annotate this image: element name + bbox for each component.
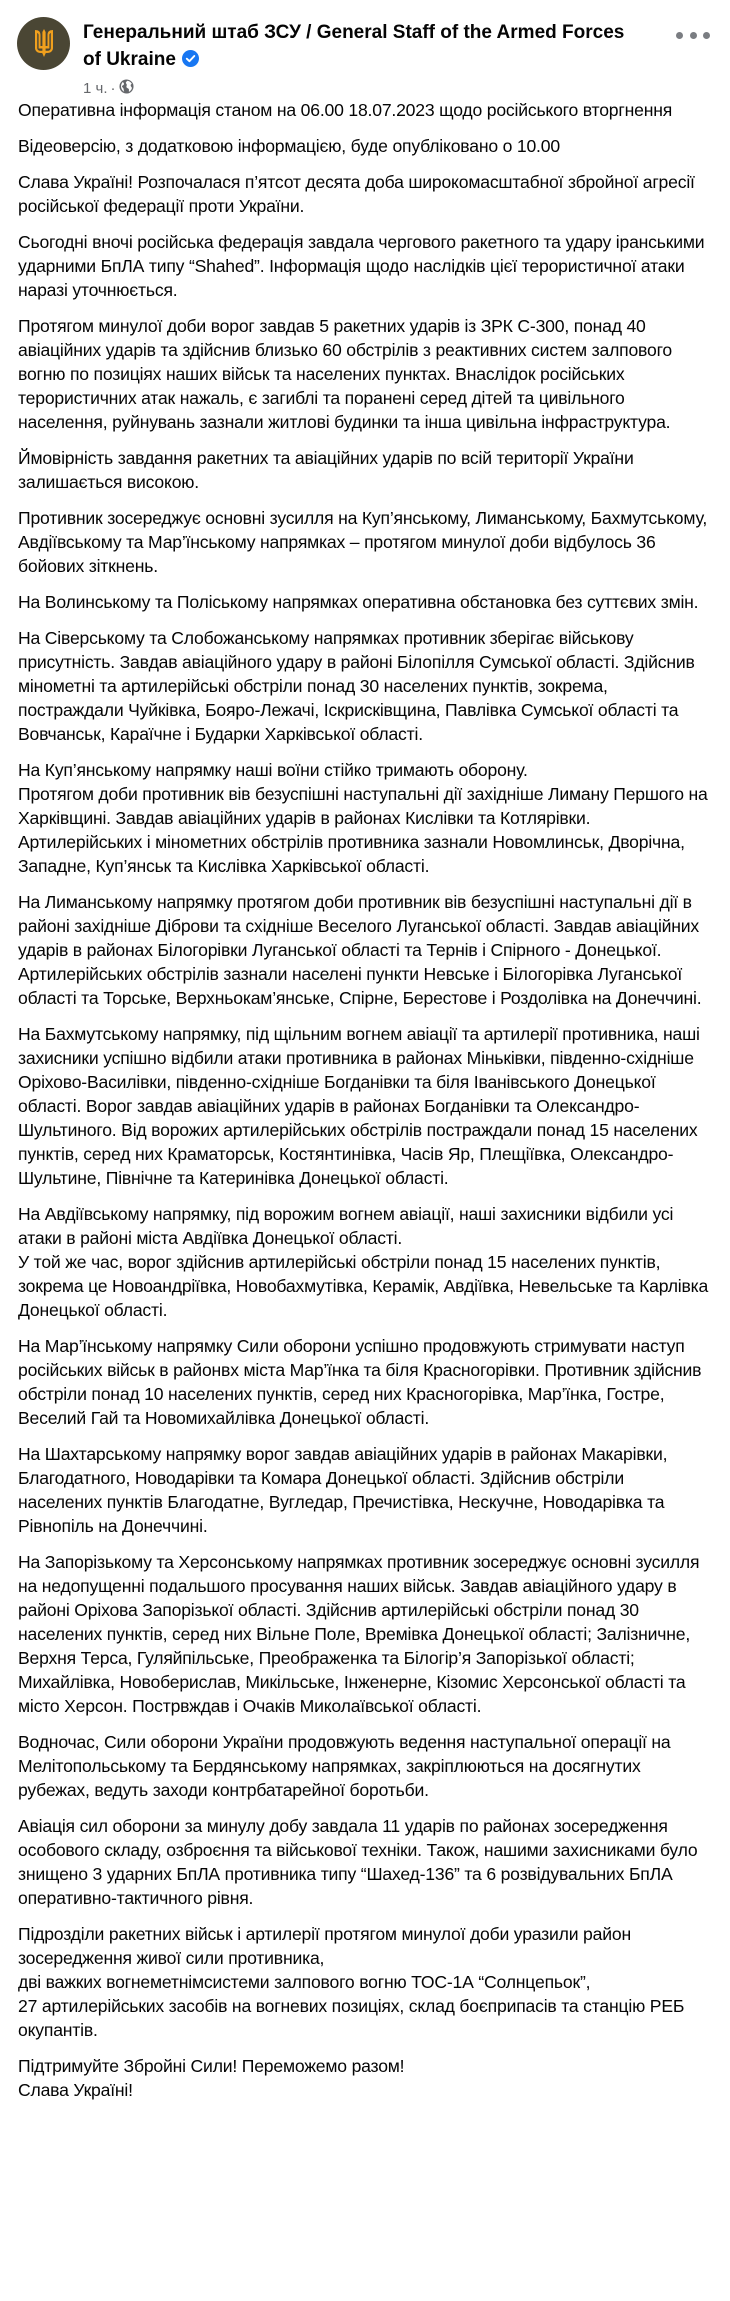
post-timestamp[interactable]: 1 ч.	[83, 80, 108, 97]
post-paragraph: Підтримуйте Збройні Сили! Переможемо разом! Слава Україні!	[18, 2056, 405, 2100]
avatar[interactable]	[17, 17, 70, 70]
post-paragraph: Протягом минулої доби ворог завдав 5 ракетних ударів із ЗРК С-300, понад 40 авіаційних ударів та здійснив близько 60 обстрілів з реактивних систем залпового вогню по позиціях наших військ та населених пунктах. Внаслідок російських терористичних атак нажаль, є загиблі та поранені серед дітей та цивільного населення, руйнувань зазнали житлові будинки та інша цивільна інфраструктура.	[18, 316, 673, 432]
header-text	[83, 15, 714, 98]
author-name-line	[83, 19, 643, 75]
author-name-link[interactable]: Генеральний штаб ЗСУ / General Staff of the Armed Forces of Ukraine	[83, 22, 625, 70]
post-paragraph: Водночас, Сили оборони України продовжують ведення наступальної операції на Мелітопольському та Бердянському напрямках, закріплюються на досягнутих рубежах, ведуть заходи контрбатарейної боротьби.	[18, 1732, 671, 1800]
post-paragraph: На Шахтарському напрямку ворог завдав авіаційних ударів в районах Макарівки, Благодатного, Новодарівки та Комара Донецької області. Здійснив обстріли населених пунктів Благодатне, Вугледар, Пречистівка, Нескучне, Новодарівка та Рівнопіль на Донеччині.	[18, 1444, 668, 1536]
post-paragraph: Відеоверсію, з додатковою інформацією, буде опубліковано о 10.00	[18, 136, 560, 156]
post-paragraph: Сьогодні вночі російська федерація завдала чергового ракетного та удару іранськими ударними БпЛА типу “Shahed”. Інформація щодо наслідків цієї терористичної атаки наразі уточнюється.	[18, 232, 705, 300]
post-meta	[83, 79, 714, 98]
post-paragraph: Противник зосереджує основні зусилля на Куп’янському, Лиманському, Бахмутському, Авдіївському та Мар’їнському напрямках – протягом минулої доби відбулось 36 бойових зіткнень.	[18, 508, 708, 576]
verified-badge-icon	[182, 48, 199, 75]
more-dot	[676, 32, 683, 39]
more-dot	[703, 32, 710, 39]
trident-emblem-icon	[33, 29, 55, 59]
post-paragraph: На Запорізькому та Херсонському напрямках противник зосереджує основні зусилля на недопущенні подальшого просування наших військ. Завдав авіаційного удару в районі Оріхова Запорізької області. Здійснив артилерійські обстріли понад 30 населених пунктів, серед них Вільне Поле, Времівка Донецької області; Залізничне, Верхня Терса, Гуляйпільське, Преображенка та Білогір’я Запорізької області; Михайлівка, Новоберислав, Микільське, Інженерне, Кізомис Херсонської області та місто Херсон. Пострвждав і Очаків Миколаївської області.	[18, 1552, 700, 1716]
more-options-icon[interactable]	[676, 26, 710, 44]
post-paragraph: На Сіверському та Слобожанському напрямках противник зберігає військову присутність. Завдав авіаційного удару в районі Білопілля Сумської області. Здійснив мінометні та артилерійські обстріли понад 30 населених пунктів, зокрема, постраждали Чуйківка, Бояро-Лежачі, Іскрисківщина, Павлівка Сумської області та Вовчанськ, Караїчне і Бударки Харківської області.	[18, 628, 695, 744]
post-paragraph: Підрозділи ракетних військ і артилерії протягом минулої доби уразили район зосередження живої сили противника, дві важких вогнеметнімсистеми залпового вогню ТОС-1А “Солнцепьок”, 27 артилерійських засобів на вогневих позиціях, склад боєприпасів та станцію РЕБ окупантів.	[18, 1924, 685, 2040]
meta-separator: ·	[110, 80, 116, 97]
post-paragraph: Ймовірність завдання ракетних та авіаційних ударів по всій території України залишається високою.	[18, 448, 634, 492]
post-paragraph: На Мар’їнському напрямку Сили оборони успішно продовжують стримувати наступ російських військ в районвх міста Мар’їнка та біля Красногорівки. Противник здійснив обстріли понад 10 населених пунктів, серед них Красногорівка, Мар’їнка, Гостре, Веселий Гай та Новомихайлівка Донецької області.	[18, 1336, 702, 1428]
post-paragraph: На Авдіївському напрямку, під ворожим вогнем авіації, наші захисники відбили усі атаки в районі міста Авдіївка Донецької області. У той же час, ворог здійснив артилерійські обстріли понад 15 населених пунктів, зокрема це Новоандріївка, Новобахмутівка, Керамік, Авдіївка, Невельське та Карлівка Донецької області.	[18, 1204, 709, 1320]
more-dot	[690, 32, 697, 39]
post-body	[0, 80, 730, 2102]
globe-icon[interactable]	[119, 79, 134, 98]
post-paragraph: Слава Україні! Розпочалася п’ятсот десята доба широкомасштабної збройної агресії російської федерації проти України.	[18, 172, 695, 216]
post-paragraph: Авіація сил оборони за минулу добу завдала 11 ударів по районах зосередження особового складу, озброєння та військової техніки. Також, нашими захисниками було знищено 3 ударних БпЛА противника типу “Шахед-136” та 6 розвідувальних БпЛА оперативно-тактичного рівня.	[18, 1816, 698, 1908]
post-paragraph: На Куп’янському напрямку наші воїни стійко тримають оборону. Протягом доби противник вів безуспішні наступальні дії західніше Лиману Першого на Харківщині. Завдав авіаційних ударів в районах Кислівки та Котлярівки. Артилерійських і мінометних обстрілів противника зазнали Новомлинськ, Дворічна, Западне, Куп’янськ та Кислівка Харківської області.	[18, 760, 708, 876]
post-paragraph: На Волинському та Поліському напрямках оперативна обстановка без суттєвих змін.	[18, 592, 699, 612]
post-paragraph: Оперативна інформація станом на 06.00 18.07.2023 щодо російського вторгнення	[18, 100, 673, 120]
post-paragraph: На Лиманському напрямку протягом доби противник вів безуспішні наступальні дії в районі західніше Діброви та східніше Веселого Луганської області. Завдав авіаційних ударів в районах Білогорівки Луганської області та Тернів і Спірного - Донецької. Артилерійських обстрілів зазнали населені пункти Невське і Білогорівка Луганської області та Торське, Верхньокам’янське, Спірне, Берестове і Роздолівка на Донеччині.	[18, 892, 702, 1008]
post-header	[0, 0, 730, 97]
post-paragraph: На Бахмутському напрямку, під щільним вогнем авіації та артилерії противника, наші захисники успішно відбили атаки противника в районах Міньківки, південно-східніше Оріхово-Василівки, південно-східніше Богданівки та біля Іванівського Донецької області. Ворог завдав авіаційних ударів в районах Богданівки та Олександро-Шультиного. Від ворожих артилерійських обстрілів постраждали понад 15 населених пунктів, серед них Краматорськ, Костянтинівка, Часів Яр, Плещіївка, Олександро-Шультине, Північне та Катеринівка Донецької області.	[18, 1024, 700, 1188]
